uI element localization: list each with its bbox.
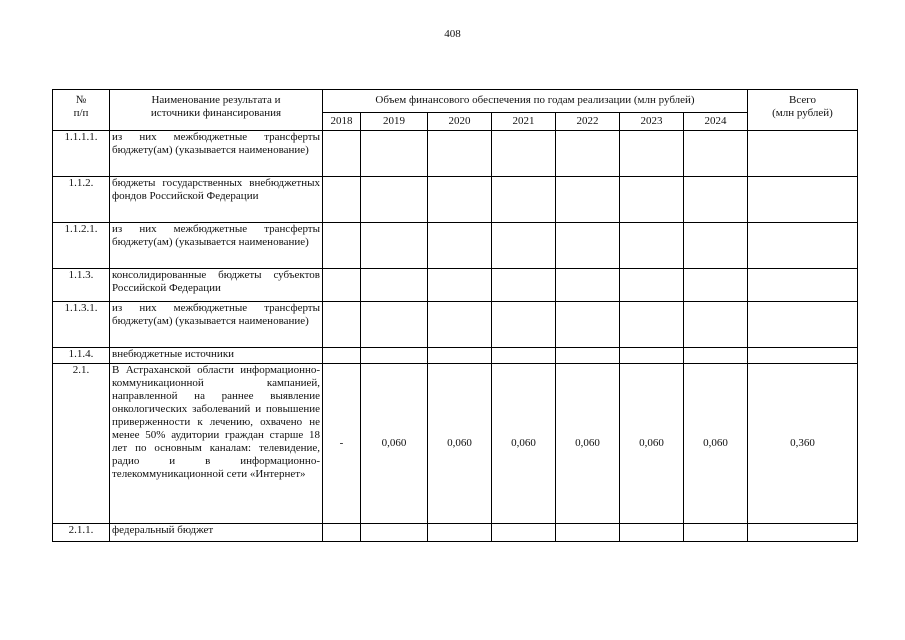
value-cell <box>556 269 620 302</box>
row-number: 2.1. <box>53 364 110 524</box>
value-cell <box>556 302 620 348</box>
row-name: из них межбюджетные трансферты бюджету(ам) (указывается наименование) <box>110 302 323 348</box>
row-number: 1.1.3. <box>53 269 110 302</box>
value-cell: 0,060 <box>361 364 428 524</box>
row-name: федеральный бюджет <box>110 524 323 542</box>
row-name: из них межбюджетные трансферты бюджету(ам) (указывается наименование) <box>110 223 323 269</box>
header-row-1 <box>53 90 858 113</box>
value-cell <box>556 524 620 542</box>
value-cell <box>620 524 684 542</box>
year-header: 2019 <box>361 113 428 131</box>
header-total-line2: (млн рублей) <box>772 107 833 119</box>
financing-table <box>52 89 858 542</box>
row-name: внебюджетные источники <box>110 348 323 364</box>
value-cell <box>556 348 620 364</box>
value-cell <box>323 302 361 348</box>
table-row <box>53 302 858 348</box>
value-cell <box>620 131 684 177</box>
value-cell <box>361 223 428 269</box>
value-cell <box>361 131 428 177</box>
value-cell <box>323 348 361 364</box>
value-cell <box>556 223 620 269</box>
row-name: В Астраханской области информационно-коммуникационной кампанией, направленной на раннее выявление онкологических заболеваний и повышение приверженности к лечению, охвачено не менее 50% аудитории граждан старше 18 лет по основным каналам: телевидение, радио и в информационно-телекоммуникационной сети «Интернет» <box>110 364 323 524</box>
value-cell <box>684 302 748 348</box>
row-number: 1.1.2. <box>53 177 110 223</box>
total-cell <box>748 302 858 348</box>
value-cell: - <box>323 364 361 524</box>
total-cell <box>748 269 858 302</box>
table-row <box>53 131 858 177</box>
year-header: 2024 <box>684 113 748 131</box>
header-number-sublabel: п/п <box>73 107 89 119</box>
table-row <box>53 269 858 302</box>
value-cell <box>492 177 556 223</box>
row-number: 2.1.1. <box>53 524 110 542</box>
value-cell <box>361 302 428 348</box>
total-cell <box>748 223 858 269</box>
table-row <box>53 348 858 364</box>
value-cell <box>323 177 361 223</box>
total-cell <box>748 524 858 542</box>
year-header: 2023 <box>620 113 684 131</box>
value-cell <box>620 223 684 269</box>
total-cell <box>748 348 858 364</box>
value-cell <box>428 348 492 364</box>
value-cell: 0,060 <box>492 364 556 524</box>
value-cell <box>361 177 428 223</box>
year-header: 2020 <box>428 113 492 131</box>
value-cell <box>361 269 428 302</box>
row-number: 1.1.4. <box>53 348 110 364</box>
header-volume-label: Объем финансового обеспечения по годам реализации (млн рублей) <box>375 94 695 106</box>
value-cell: 0,060 <box>620 364 684 524</box>
value-cell <box>428 223 492 269</box>
value-cell <box>492 302 556 348</box>
value-cell <box>684 177 748 223</box>
value-cell <box>428 177 492 223</box>
total-cell <box>748 131 858 177</box>
header-name-line1: Наименование результата и <box>151 94 281 106</box>
value-cell <box>428 524 492 542</box>
row-name: из них межбюджетные трансферты бюджету(ам) (указывается наименование) <box>110 131 323 177</box>
value-cell: 0,060 <box>556 364 620 524</box>
value-cell <box>684 269 748 302</box>
year-header: 2018 <box>323 113 361 131</box>
year-header: 2022 <box>556 113 620 131</box>
value-cell <box>620 177 684 223</box>
year-header: 2021 <box>492 113 556 131</box>
header-number-label: № <box>75 94 87 106</box>
row-number: 1.1.3.1. <box>53 302 110 348</box>
value-cell <box>428 269 492 302</box>
value-cell <box>492 348 556 364</box>
value-cell <box>684 524 748 542</box>
header-name-cell <box>110 90 323 131</box>
row-name: бюджеты государственных внебюджетных фондов Российской Федерации <box>110 177 323 223</box>
table-row <box>53 524 858 542</box>
value-cell <box>620 269 684 302</box>
value-cell <box>684 348 748 364</box>
header-total-cell <box>748 90 858 131</box>
value-cell <box>684 131 748 177</box>
value-cell <box>361 348 428 364</box>
header-name-line2: источники финансирования <box>150 107 282 119</box>
header-volume-cell <box>323 90 748 113</box>
header-total-line1: Всего <box>789 94 816 106</box>
value-cell <box>492 269 556 302</box>
table-row <box>53 177 858 223</box>
value-cell <box>492 524 556 542</box>
table-row <box>53 223 858 269</box>
row-number: 1.1.1.1. <box>53 131 110 177</box>
value-cell <box>323 131 361 177</box>
header-number-cell <box>53 90 110 131</box>
value-cell <box>556 177 620 223</box>
page-number: 408 <box>444 28 461 40</box>
row-number: 1.1.2.1. <box>53 223 110 269</box>
total-cell: 0,360 <box>748 364 858 524</box>
row-name: консолидированные бюджеты субъектов Российской Федерации <box>110 269 323 302</box>
value-cell <box>492 131 556 177</box>
value-cell <box>323 524 361 542</box>
value-cell <box>620 302 684 348</box>
total-cell <box>748 177 858 223</box>
value-cell: 0,060 <box>684 364 748 524</box>
value-cell <box>428 131 492 177</box>
value-cell: 0,060 <box>428 364 492 524</box>
table-row <box>53 364 858 524</box>
value-cell <box>492 223 556 269</box>
value-cell <box>361 524 428 542</box>
value-cell <box>323 269 361 302</box>
value-cell <box>323 223 361 269</box>
value-cell <box>620 348 684 364</box>
value-cell <box>428 302 492 348</box>
value-cell <box>556 131 620 177</box>
value-cell <box>684 223 748 269</box>
